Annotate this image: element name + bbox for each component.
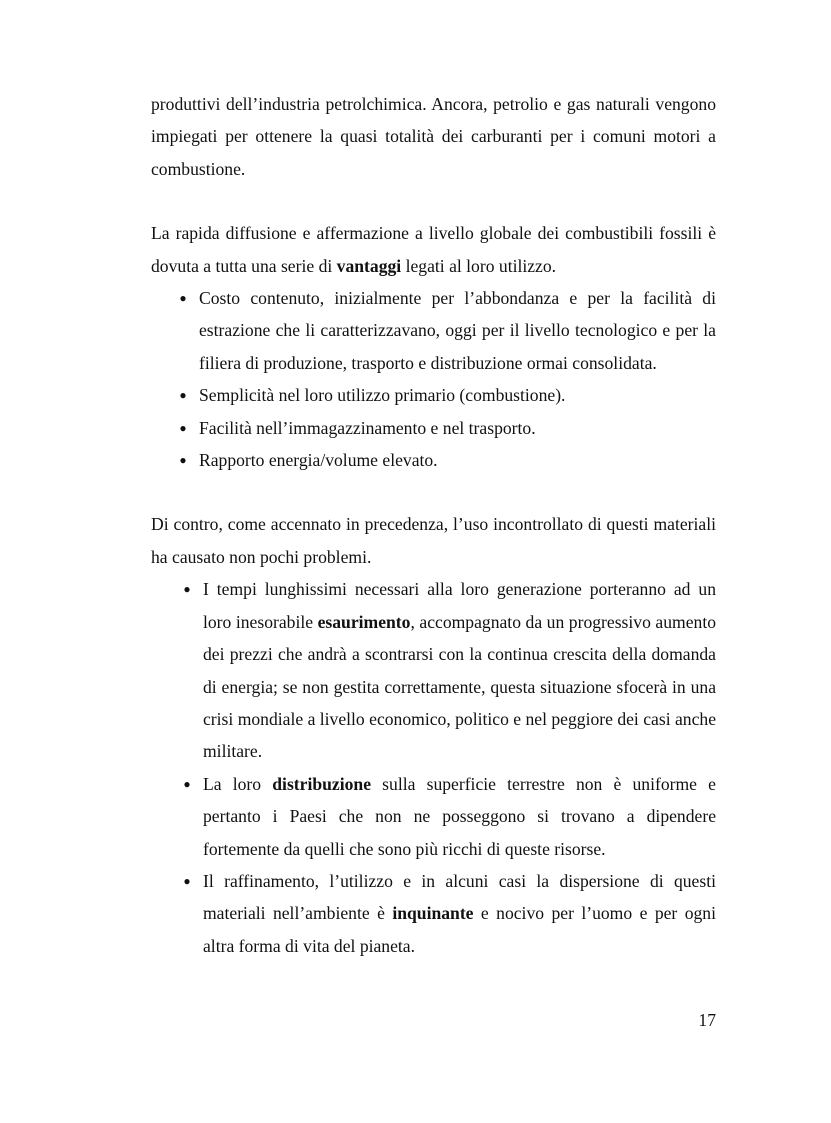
paragraph-advantages-intro: La rapida diffusione e affermazione a livello globale dei combustibili fossili è dovuta a tutta una serie di vantaggi legati al loro utilizzo. [151, 223, 716, 276]
bullet-icon: ● [183, 776, 191, 791]
page-body [151, 88, 716, 962]
bold-inquinante: inquinante [392, 903, 474, 924]
bullet-icon: ● [183, 873, 191, 888]
bold-vantaggi: vantaggi [336, 255, 402, 276]
paragraph-problems-intro: Di contro, come accennato in precedenza, l’uso incontrollato di questi materiali ha causato non pochi problemi. [151, 514, 716, 567]
bullet-icon: ● [179, 420, 187, 435]
bullet-icon: ● [179, 388, 187, 403]
bullet-icon: ● [183, 582, 191, 597]
advantages-list [151, 282, 716, 476]
page-number: 17 [698, 1010, 716, 1030]
list-item: ● Semplicità nel loro utilizzo primario (combustione). [199, 379, 716, 411]
bold-distribuzione: distribuzione [272, 773, 371, 794]
paragraph-petrochemical: produttivi dell’industria petrolchimica. Ancora, petrolio e gas naturali vengono impiegati per ottenere la quasi totalità dei carburanti per i comuni motori a combustione. [151, 94, 716, 179]
bullet-icon: ● [179, 453, 187, 468]
list-item: ● Facilità nell’immagazzinamento e nel trasporto. [199, 412, 716, 444]
bullet-icon: ● [179, 291, 187, 306]
list-item: ● Il raffinamento, l’utilizzo e in alcuni casi la dispersione di questi materiali nell’ambiente è inquinante e nocivo per l’uomo e per ogni altra forma di vita del pianeta. [203, 865, 716, 962]
list-item: ● La loro distribuzione sulla superficie terrestre non è uniforme e pertanto i Paesi che non ne posseggono si trovano a dipendere fortemente da quelli che sono più ricchi di queste risorse. [203, 768, 716, 865]
list-item: ● I tempi lunghissimi necessari alla loro generazione porteranno ad un loro inesorabile esaurimento, accompagnato da un progressivo aumento dei prezzi che andrà a scontrarsi con la continua crescita della domanda di energia; se non gestita correttamente, questa situazione sfocerà in una crisi mondiale a livello economico, politico e nel peggiore dei casi anche militare. [203, 573, 716, 767]
bold-esaurimento: esaurimento [317, 611, 411, 632]
list-item: ● Costo contenuto, inizialmente per l’abbondanza e per la facilità di estrazione che li caratterizzavano, oggi per il livello tecnologico e per la filiera di produzione, trasporto e distribuzione ormai consolidata. [199, 282, 716, 379]
problems-list [151, 573, 716, 962]
list-item: ● Rapporto energia/volume elevato. [199, 444, 716, 476]
